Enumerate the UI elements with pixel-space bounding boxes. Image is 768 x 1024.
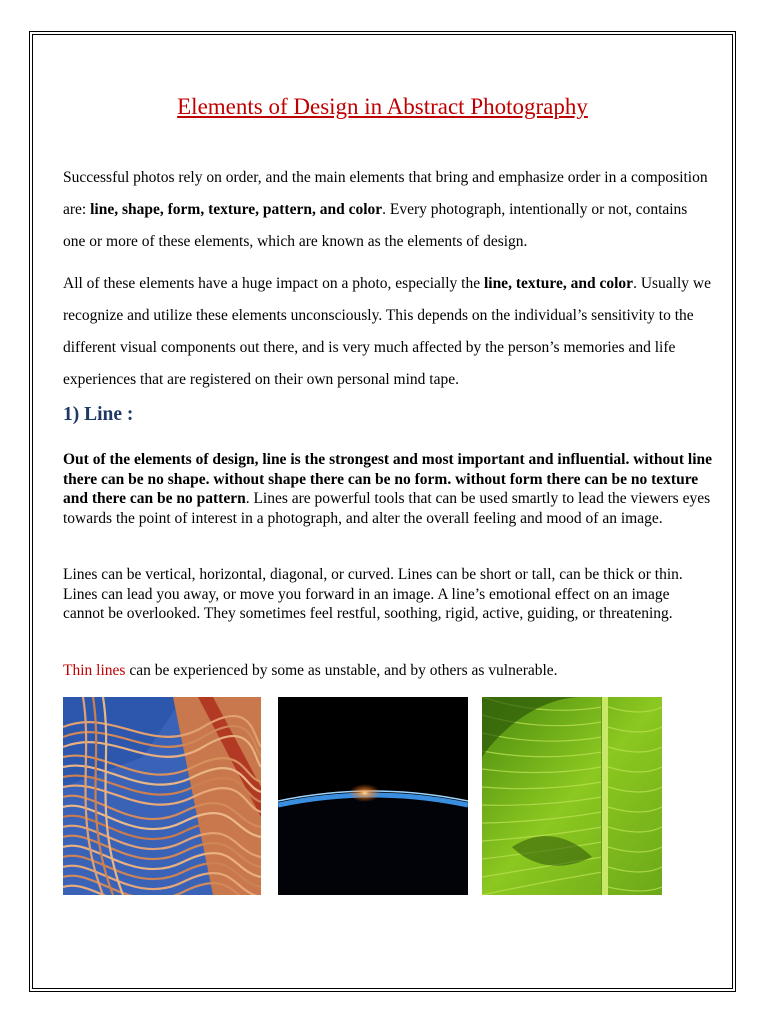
line-text-bold: Out of the elements of design, line is the strongest and most important and influential. without line there can be no shape. without shape there can be no form. without form there can be no texture and there can be no pattern bbox=[63, 451, 713, 507]
intro-text-a: Successful photos rely on order, and the main elements that bring and emphasize order in a composition are: bbox=[63, 169, 708, 218]
impact-text-a: All of these elements have a huge impact on a photo, especially the bbox=[63, 275, 484, 292]
section-heading-line: 1) Line : bbox=[63, 404, 134, 425]
impact-text-c: . Usually we recognize and utilize these elements unconsciously. This depends on the individual’s sensitivity to the different visual components out there, and is very much affected by the person’s memories and life experiences that are registered on their own personal mind tape. bbox=[63, 275, 711, 388]
line-paragraph bbox=[63, 450, 713, 528]
thin-lines-text: can be experienced by some as unstable, and by others as vulnerable. bbox=[125, 662, 558, 679]
photo-earth-horizon bbox=[278, 697, 468, 895]
intro-text-c: . Every photograph, intentionally or not, contains one or more of these elements, which are known as the elements of design. bbox=[63, 201, 688, 250]
photo-copper-wires bbox=[63, 697, 261, 895]
photo-green-leaf bbox=[482, 697, 662, 895]
impact-paragraph bbox=[63, 268, 713, 396]
intro-paragraph bbox=[63, 162, 713, 258]
intro-text-bold: line, shape, form, texture, pattern, and color bbox=[90, 201, 383, 218]
line-text-c: . Lines are powerful tools that can be used smartly to lead the viewers eyes towards the point of interest in a photograph, and alter the overall feeling and mood of an image. bbox=[63, 490, 711, 527]
line-types-paragraph: Lines can be vertical, horizontal, diagonal, or curved. Lines can be short or tall, can be thick or thin. Lines can lead you away, or move you forward in an image. A line’s emotional effect on an image cannot be overlooked. They sometimes feel restful, soothing, rigid, active, guiding, or threatening. bbox=[63, 566, 683, 622]
document-title: Elements of Design in Abstract Photography bbox=[177, 94, 588, 119]
impact-text-bold: line, texture, and color bbox=[483, 275, 634, 292]
thin-lines-highlight: Thin lines bbox=[63, 662, 126, 679]
thin-lines-paragraph bbox=[63, 661, 713, 681]
